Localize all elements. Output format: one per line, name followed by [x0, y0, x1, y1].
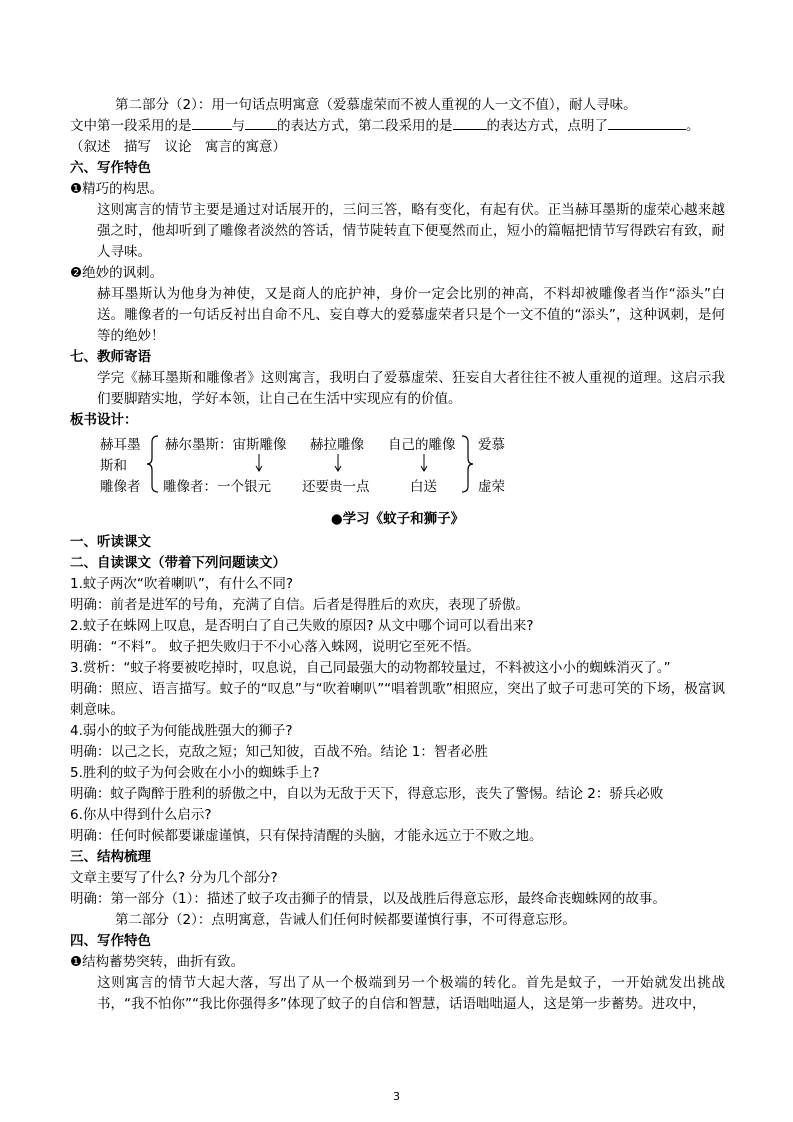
down-arrow-icon: [419, 453, 429, 473]
question: 6.你从中得到什么启示?: [70, 807, 212, 823]
paragraph: 这则寓言的情节主要是通过对话展开的，三问三答，略有变化，有起有伏。正当赫耳墨斯的虚荣心越来越强之时，他却听到了雕像者淡然的答话，情节陡转直下便戛然而止，短小的篇幅把情节写得跌宕有致，耐人寻味。: [97, 202, 725, 260]
board-left-label: 雕像者: [100, 479, 141, 495]
answer: 明确：蚊子陶醉于胜利的骄傲之中，自以为无敌于天下，得意忘形，丧失了警惕。结论 2：骄兵必败: [70, 786, 664, 802]
text-fragment: 文中第一段采用的是: [70, 118, 192, 134]
section-heading: 七、教师寄语: [70, 349, 151, 365]
board-cell: 雕像者：一个银元: [163, 479, 271, 495]
paragraph: 学完《赫耳墨斯和雕像者》这则寓言，我明白了爱慕虚荣、狂妄自大者往往不被人重视的道理。这启示我们要脚踏实地，学好本领，让自己在生活中实现应有的价值。: [97, 370, 725, 407]
paragraph: 第二部分（2）：用一句话点明寓意（爱慕虚荣而不被人重视的人一文不值），耐人寻味。: [115, 97, 637, 113]
question: 5.胜利的蚊子为何会败在小小的蜘蛛手上?: [70, 765, 320, 781]
board-cell: 还要贵一点: [302, 479, 370, 495]
text-fragment: 。: [686, 118, 700, 134]
board-right-label: 爱慕: [478, 437, 505, 453]
section-heading: 三、结构梳理: [70, 849, 151, 865]
down-arrow-icon: [254, 453, 264, 473]
page-number: 3: [393, 1090, 400, 1103]
document-page: [70, 95, 725, 1015]
answer: 明确：任何时候都要谦虚谨慎，只有保持清醒的头脑，才能永远立于不败之地。: [70, 828, 543, 844]
board-cell: 白送: [410, 479, 437, 495]
board-right-label: 虚荣: [478, 479, 505, 495]
section-heading: 二、自读课文（带着下列问题读文）: [70, 555, 286, 571]
question: 文章主要写了什么? 分为几个部分?: [70, 870, 278, 886]
section-heading: 板书设计：: [70, 412, 138, 428]
board-left-label: 斯和: [100, 458, 127, 474]
answer: 明确：照应、语言描写。蚊子的“叹息”与“吹着喇叭”“唱着凯歌”相照应，突出了蚊子可悲可笑的下场，极富讽刺意味。: [70, 681, 725, 718]
answer-blank: [453, 116, 487, 130]
question: 4.弱小的蚊子为何能战胜强大的狮子?: [70, 723, 293, 739]
text-fragment: 的表达方式，第二段采用的是: [277, 118, 453, 134]
subheading: ❷绝妙的讽刺。: [70, 265, 164, 281]
answer-blank: [608, 116, 686, 130]
section-heading: 六、写作特色: [70, 160, 151, 176]
board-cell: 自己的雕像: [388, 437, 456, 453]
answer-blank: [245, 116, 277, 130]
paragraph: 赫耳墨斯认为他身为神使，又是商人的庇护神，身价一定会比别的神高，不料却被雕像者当作“添头”白送。雕像者的一句话反衬出自命不凡、妄自尊大的爱慕虚荣者只是个一文不值的“添头”，这种讽刺，是何等的绝妙！: [97, 286, 725, 344]
left-brace-icon: [146, 435, 160, 493]
text-fragment: 与: [231, 118, 245, 134]
options-line: （叙述 描写 议论 寓言的寓意）: [70, 139, 286, 155]
question: 3.赏析：“蚊子将要被吃掉时，叹息说，自己同最强大的动物都较量过，不料被这小小的蜘蛛消灭了。”: [70, 660, 671, 676]
answer: 明确：“不料”。 蚊子把失败归于不小心落入蛛网，说明它至死不悟。: [70, 639, 480, 655]
question: 1.蚊子两次“吹着喇叭”，有什么不同?: [70, 576, 294, 592]
section-heading: 四、写作特色: [70, 933, 151, 949]
text-fragment: 的表达方式，点明了: [486, 118, 608, 134]
section-heading: 一、听读课文: [70, 534, 151, 550]
down-arrow-icon: [333, 453, 343, 473]
answer-blank: [192, 116, 232, 130]
answer: 第二部分（2）：点明寓意，告诫人们任何时候都要谨慎行事，不可得意忘形。: [115, 912, 576, 928]
lesson-title: ●学习《蚊子和狮子》: [330, 511, 465, 527]
answer: 明确：以己之长，克敌之短；知己知彼，百战不殆。结论 1：智者必胜: [70, 744, 488, 760]
board-cell: 赫尔墨斯：宙斯雕像: [165, 437, 287, 453]
fill-blank-line: [70, 116, 725, 137]
blackboard-design: [70, 433, 725, 503]
question: 2.蚊子在蛛网上叹息，是否明白了自己失败的原因? 从文中哪个词可以看出来?: [70, 618, 534, 634]
right-brace-icon: [460, 435, 474, 493]
answer: 明确：前者是进军的号角，充满了自信。后者是得胜后的欢庆，表现了骄傲。: [70, 597, 529, 613]
answer: 明确：第一部分（1）：描述了蚊子攻击狮子的情景，以及战胜后得意忘形，最终命丧蜘蛛网的故事。: [70, 891, 666, 907]
subheading: ❶结构蓄势突转，曲折有致。: [70, 954, 245, 970]
paragraph: 这则寓言的情节大起大落，写出了从一个极端到另一个极端的转化。首先是蚊子，一开始就发出挑战书，“我不怕你”“我比你强得多”体现了蚊子的自信和智慧，话语咄咄逼人，这是第一步蓄势。进攻中，: [97, 975, 725, 1012]
subheading: ❶精巧的构思。: [70, 181, 164, 197]
board-left-label: 赫耳墨: [100, 437, 141, 453]
board-cell: 赫拉雕像: [310, 437, 364, 453]
